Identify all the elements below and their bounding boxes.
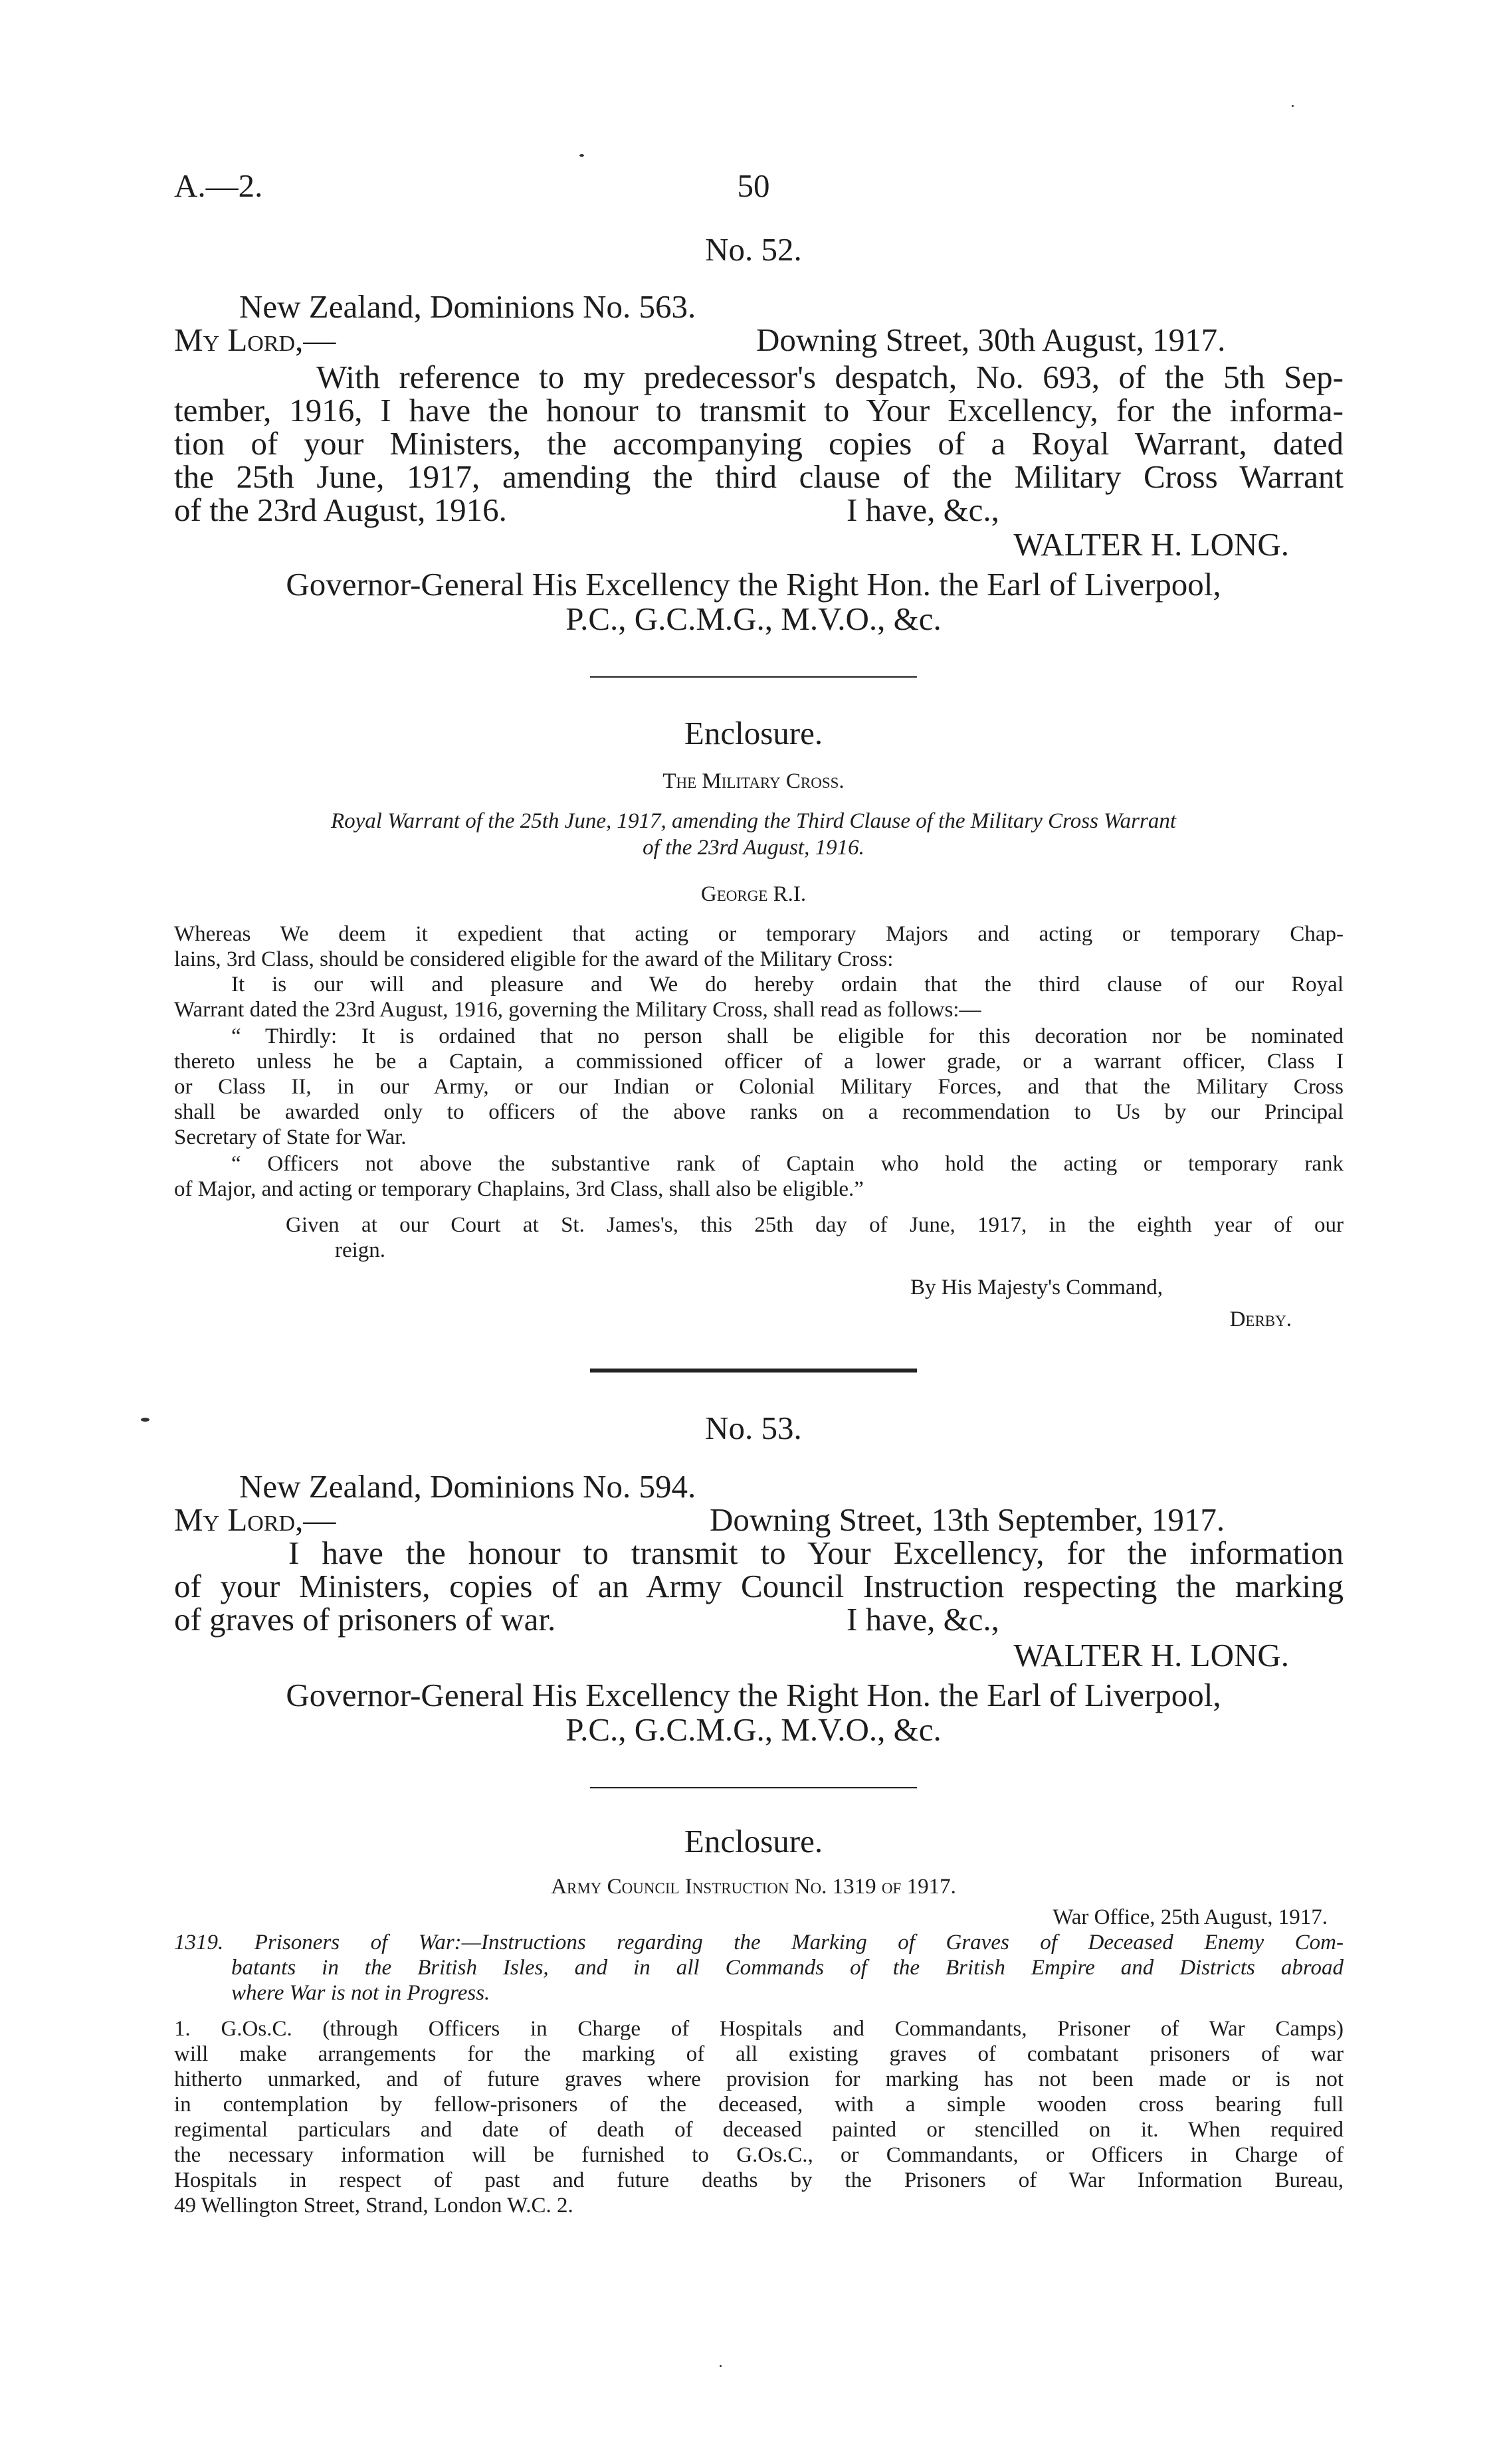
closing: I have, &c., xyxy=(847,1601,999,1638)
closing: I have, &c., xyxy=(847,492,999,528)
warrant-line: It is our will and pleasure and We do hereby ordain that the third clause of our Royal xyxy=(231,973,1344,996)
instruction-line: regimental particulars and date of death of deceased painted or stencilled on it. When required xyxy=(174,2118,1344,2142)
office-date: War Office, 25th August, 1917. xyxy=(1053,1905,1328,1929)
instruction-line: Hospitals in respect of past and future deaths by the Prisoners of War Information Bureau, xyxy=(174,2168,1344,2192)
caption-line: 1319. Prisoners of War:—Instructions regarding the Marking of Graves of Deceased Enemy Com- xyxy=(174,1931,1344,1954)
speck-mark xyxy=(720,2365,722,2367)
page-number: 50 xyxy=(737,167,770,204)
warrant-line: lains, 3rd Class, should be considered eligible for the award of the Military Cross: xyxy=(174,947,894,971)
address-date: Downing Street, 30th August, 1917. xyxy=(756,322,1226,358)
caption-line: batants in the British Isles, and in all Commands of the British Empire and Districts abroad xyxy=(231,1956,1344,1980)
salutation: My Lord,— xyxy=(174,1501,336,1538)
given-line: Given at our Court at St. James's, this 25th day of June, 1917, in the eighth year of our xyxy=(286,1213,1344,1237)
warrant-line: “ Officers not above the substantive rank of Captain who hold the acting or temporary rank xyxy=(231,1152,1344,1176)
speck-mark xyxy=(1292,105,1294,107)
warrant-line: shall be awarded only to officers of the above ranks on a recommendation to Us by our Principal xyxy=(174,1100,1344,1124)
warrant-line: of Major, and acting or temporary Chaplains, 3rd Class, shall also be eligible.” xyxy=(174,1177,864,1201)
enclosure-subtitle: Royal Warrant of the 25th June, 1917, amending the Third Clause of the Military Cross Warrant xyxy=(330,809,1176,833)
document-reference: A.—2. xyxy=(174,167,263,204)
salutation: My Lord,— xyxy=(174,322,336,358)
section-divider xyxy=(590,1369,917,1373)
warrant-line: Whereas We deem it expedient that acting or temporary Majors and acting or temporary Chap- xyxy=(174,922,1344,946)
instruction-line: will make arrangements for the marking of all existing graves of combatant prisoners of war xyxy=(174,2042,1344,2066)
command-line: By His Majesty's Command, xyxy=(910,1276,1163,1299)
body-line: the 25th June, 1917, amending the third clause of the Military Cross Warrant xyxy=(174,458,1344,495)
warrant-line: Secretary of State for War. xyxy=(174,1125,407,1149)
body-line: tember, 1916, I have the honour to transmit to Your Excellency, for the informa- xyxy=(174,392,1344,428)
addressee: P.C., G.C.M.G., M.V.O., &c. xyxy=(565,1711,942,1748)
dominion-number: New Zealand, Dominions No. 563. xyxy=(239,288,696,325)
enclosure-title: Army Council Instruction No. 1319 of 1917. xyxy=(551,1875,956,1899)
instruction-line: hitherto unmarked, and of future graves where provision for marking has not been made or is not xyxy=(174,2067,1344,2091)
enclosure-subtitle: of the 23rd August, 1916. xyxy=(643,836,864,860)
warrant-line: or Class II, in our Army, or our Indian or Colonial Military Forces, and that the Military Cross xyxy=(174,1075,1344,1099)
instruction-line: in contemplation by fellow-prisoners of the deceased, with a simple wooden cross bearing full xyxy=(174,2093,1344,2117)
given-line: reign. xyxy=(335,1238,386,1262)
instruction-line: the necessary information will be furnished to G.Os.C., or Commandants, or Officers in Charge of xyxy=(174,2143,1344,2167)
signatory: Derby. xyxy=(1229,1307,1292,1331)
caption-line: where War is not in Progress. xyxy=(231,1981,490,2005)
royal-signature: George R.I. xyxy=(700,882,807,906)
signature: WALTER H. LONG. xyxy=(1013,1637,1289,1673)
signature: WALTER H. LONG. xyxy=(1013,526,1289,563)
instruction-line: 49 Wellington Street, Strand, London W.C. 2. xyxy=(174,2194,573,2218)
body-line: of your Ministers, copies of an Army Council Instruction respecting the marking xyxy=(174,1568,1344,1604)
divider xyxy=(590,1787,917,1788)
despatch-number: No. 53. xyxy=(705,1410,802,1446)
speck-mark xyxy=(579,154,584,157)
enclosure-heading: Enclosure. xyxy=(684,1823,823,1859)
enclosure-title: The Military Cross. xyxy=(662,769,845,793)
body-line: With reference to my predecessor's despatch, No. 693, of the 5th Sep- xyxy=(316,359,1344,395)
warrant-line: Warrant dated the 23rd August, 1916, governing the Military Cross, shall read as follows:— xyxy=(174,998,981,1022)
body-line: I have the honour to transmit to Your Excellency, for the information xyxy=(288,1535,1344,1571)
instruction-line: 1. G.Os.C. (through Officers in Charge of Hospitals and Commandants, Prisoner of War Camps) xyxy=(174,2017,1344,2041)
body-line: of the 23rd August, 1916. xyxy=(174,492,507,528)
body-line: of graves of prisoners of war. xyxy=(174,1601,556,1638)
addressee: Governor-General His Excellency the Right Hon. the Earl of Liverpool, xyxy=(286,1677,1221,1713)
addressee: P.C., G.C.M.G., M.V.O., &c. xyxy=(565,601,942,637)
body-line: tion of your Ministers, the accompanying copies of a Royal Warrant, dated xyxy=(174,425,1344,462)
dominion-number: New Zealand, Dominions No. 594. xyxy=(239,1468,696,1505)
warrant-line: “ Thirdly: It is ordained that no person shall be eligible for this decoration nor be nominated xyxy=(231,1024,1344,1048)
address-date: Downing Street, 13th September, 1917. xyxy=(710,1501,1225,1538)
despatch-number: No. 52. xyxy=(705,231,802,268)
warrant-line: thereto unless he be a Captain, a commissioned officer of a lower grade, or a warrant officer, Class I xyxy=(174,1050,1344,1074)
divider xyxy=(590,676,917,678)
addressee: Governor-General His Excellency the Right Hon. the Earl of Liverpool, xyxy=(286,566,1221,603)
enclosure-heading: Enclosure. xyxy=(684,715,823,751)
